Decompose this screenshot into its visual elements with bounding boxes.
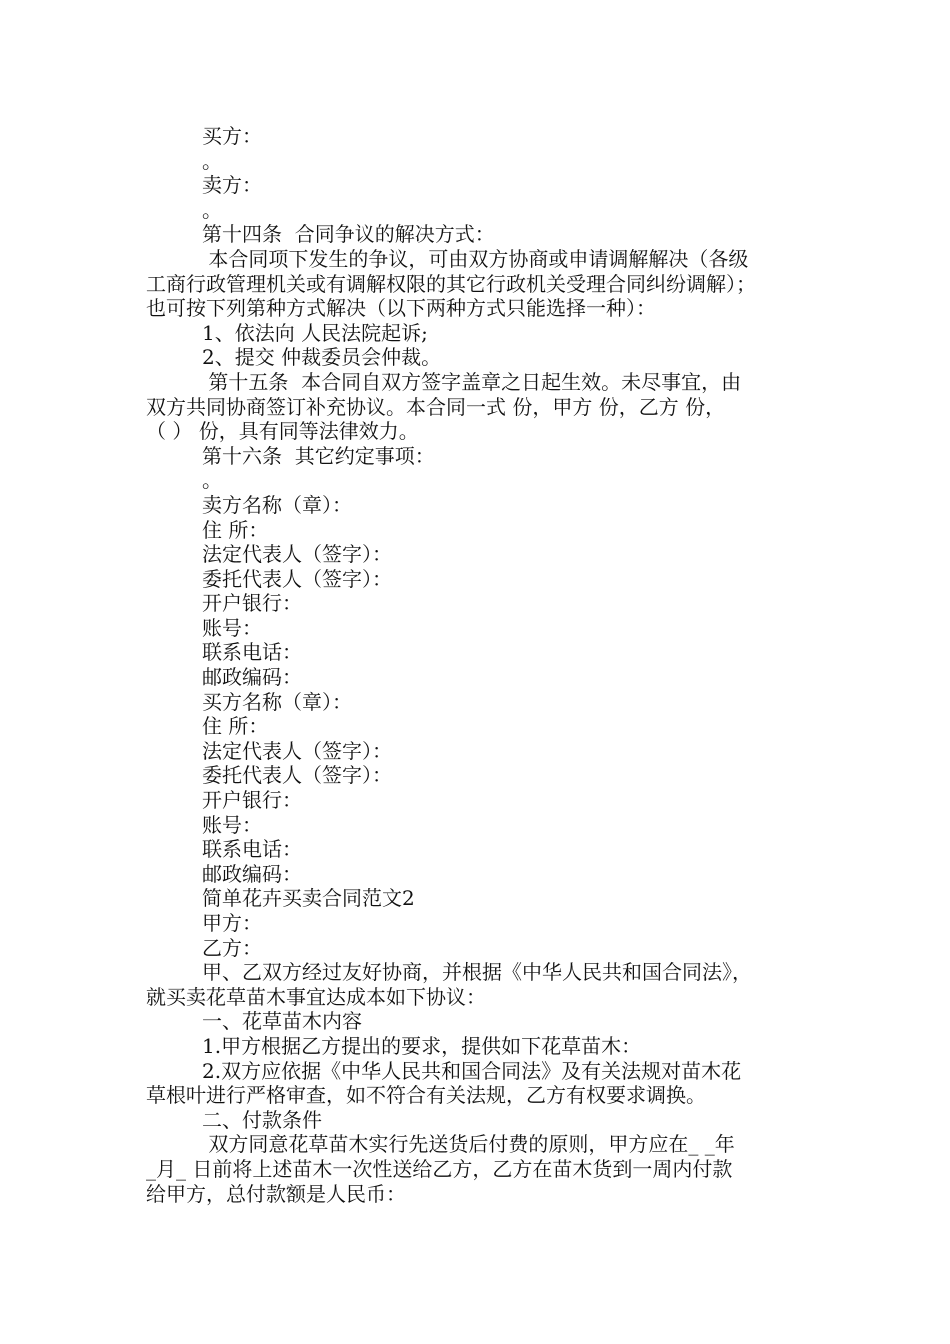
text-line: 甲、乙双方经过友好协商，并根据《中华人民共和国合同法》，: [202, 960, 752, 985]
party-a-field: 甲方：: [202, 911, 262, 935]
text-line: 卖方：: [202, 173, 262, 198]
text-line: 1.甲方根据乙方提出的要求，提供如下花草苗木：: [202, 1033, 642, 1058]
buyer-legal-rep-field: 法定代表人（签字）：: [202, 738, 392, 763]
text-line: 2.双方应依据《中华人民共和国合同法》及有关法规对苗木花: [202, 1058, 742, 1083]
text-line: 给甲方，总付款额是人民币：: [146, 1181, 406, 1206]
buyer-account-field: 账号：: [202, 812, 262, 837]
buyer-bank-field: 开户银行：: [202, 788, 302, 813]
text-line: 买方：: [202, 124, 262, 148]
section-heading: 一、花草苗木内容: [202, 1009, 362, 1034]
text-line: 。: [202, 197, 222, 222]
seller-legal-rep-field: 法定代表人（签字）：: [202, 542, 392, 567]
article-heading: 第十六条 其它约定事项：: [202, 443, 435, 468]
text-line: 也可按下列第种方式解决（以下两种方式只能选择一种）：: [146, 296, 656, 321]
text-line: _月_ 日前将上述苗木一次性送给乙方，乙方在苗木货到一周内付款: [146, 1156, 733, 1181]
document-body: [146, 124, 814, 1206]
text-line: 工商行政管理机关或有调解权限的其它行政机关受理合同纠纷调解）；: [146, 271, 756, 296]
seller-name-field: 卖方名称（章）：: [202, 492, 352, 517]
text-line: 1、依法向 人民法院起诉;: [202, 320, 428, 345]
text-line: （ ） 份，具有同等法律效力。: [146, 419, 419, 444]
seller-account-field: 账号：: [202, 615, 262, 640]
seller-agent-field: 委托代表人（签字）：: [202, 566, 392, 591]
seller-address-field: 住 所：: [202, 517, 269, 542]
text-line: 双方同意花草苗木实行先送货后付费的原则，甲方应在_ _年: [202, 1132, 735, 1157]
buyer-agent-field: 委托代表人（签字）：: [202, 763, 392, 788]
text-line: 2、提交 仲裁委员会仲裁。: [202, 345, 442, 370]
seller-postcode-field: 邮政编码：: [202, 665, 302, 690]
article-heading: 第十四条 合同争议的解决方式：: [202, 222, 495, 247]
seller-phone-field: 联系电话：: [202, 640, 302, 665]
buyer-phone-field: 联系电话：: [202, 837, 302, 862]
buyer-postcode-field: 邮政编码：: [202, 861, 302, 886]
text-line: 。: [202, 148, 222, 173]
party-b-field: 乙方：: [202, 935, 262, 960]
seller-bank-field: 开户银行：: [202, 591, 302, 616]
buyer-name-field: 买方名称（章）：: [202, 689, 352, 714]
buyer-address-field: 住 所：: [202, 714, 269, 739]
text-line: 第十五条 本合同自双方签字盖章之日起生效。未尽事宜，由: [202, 369, 742, 394]
text-line: 。: [202, 468, 222, 493]
text-line: 草根叶进行严格审查，如不符合有关法规，乙方有权要求调换。: [146, 1083, 706, 1108]
text-line: 本合同项下发生的争议，可由双方协商或申请调解解决（各级: [202, 246, 749, 271]
document-title: 简单花卉买卖合同范文2: [202, 886, 415, 911]
text-line: 双方共同协商签订补充协议。本合同一式 份，甲方 份，乙方 份，: [146, 394, 726, 419]
section-heading: 二、付款条件: [202, 1107, 322, 1132]
text-line: 就买卖花草苗木事宜达成本如下协议：: [146, 984, 486, 1009]
